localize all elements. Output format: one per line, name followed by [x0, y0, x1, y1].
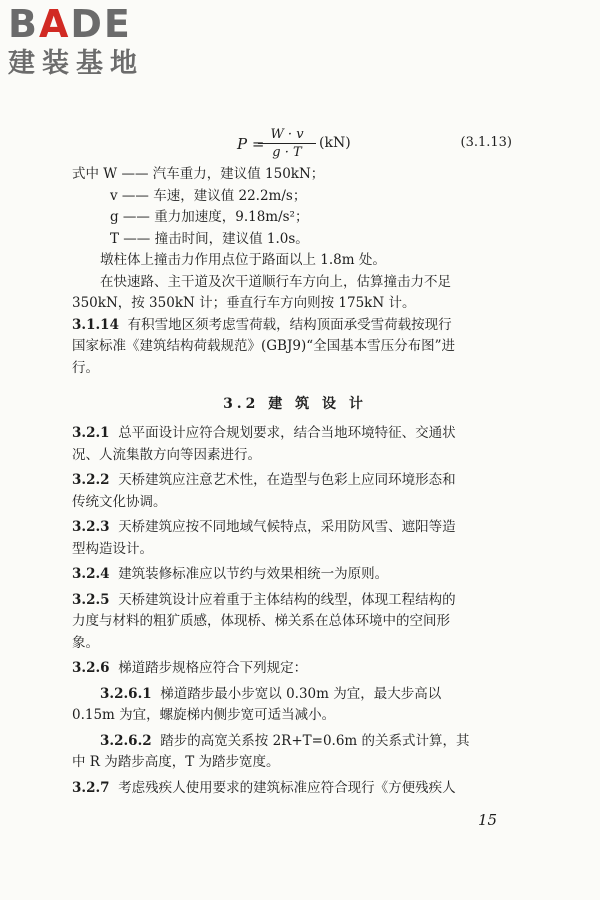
formula-denominator: g · T	[272, 145, 302, 160]
clause-3-1-14-line: 3.1.14 有积雪地区须考虑雪荷载，结构顶面承受雪荷载按现行	[72, 316, 452, 333]
paragraph-line: 在快速路、主干道及次干道顺行车方向上，估算撞击力不足	[100, 273, 451, 290]
paragraph-line: 墩柱体上撞击力作用点位于路面以上 1.8m 处。	[100, 252, 386, 268]
clause-3-1-14-line: 国家标准《建筑结构荷载规范》(GBJ9)“全国基本雪压分布图”进	[72, 338, 456, 354]
formula-3-1-13	[72, 126, 518, 164]
logo-wordmark: BADE	[8, 2, 132, 46]
formula-number: (3.1.13)	[460, 135, 512, 150]
page-body	[72, 126, 518, 799]
clause-number: 3.2.4	[72, 566, 110, 582]
clause-line: 象。	[72, 634, 99, 651]
subclause-number: 3.2.6.1	[100, 685, 152, 702]
clause-number: 3.2.6	[72, 660, 110, 676]
subclause-line: 3.2.6.1 梯道踏步最小步宽以 0.30m 为宜，最大步高以	[100, 685, 442, 702]
section-heading: 3.2 建 筑 设 计	[223, 396, 367, 412]
clause-number: 3.2.5	[72, 591, 110, 608]
page-number: 15	[478, 811, 498, 829]
subclause-line: 中 R 为踏步高度，T 为踏步宽度。	[72, 754, 280, 770]
definition-line: v —— 车速，建议值 22.2m/s；	[110, 187, 307, 204]
subclause-number: 3.2.6.2	[100, 732, 152, 749]
clause-line: 3.2.7 考虑残疾人使用要求的建筑标准应符合现行《方便残疾人	[72, 779, 456, 796]
clause-line: 况、人流集散方向等因素进行。	[72, 446, 261, 463]
formula-fraction	[258, 126, 316, 161]
clause-line: 3.2.3 天桥建筑应按不同地域气候特点，采用防风雪、遮阳等造	[72, 519, 456, 535]
clause-line: 3.2.5 天桥建筑设计应着重于主体结构的线型，体现工程结构的	[72, 591, 456, 608]
definition-line: g —— 重力加速度，9.18m/s²；	[110, 209, 309, 225]
subclause-line: 0.15m 为宜，螺旋梯内侧步宽可适当减小。	[72, 707, 336, 723]
clause-line: 3.2.4 建筑装修标准应以节约与效果相统一为原则。	[72, 566, 389, 582]
clause-line: 3.2.2 天桥建筑应注意艺术性，在造型与色彩上应同环境形态和	[72, 472, 456, 488]
logo	[8, 4, 178, 84]
clause-3-1-14-line: 行。	[72, 359, 99, 376]
logo-subtitle: 建装基地	[8, 48, 144, 79]
definition-line: 式中 W —— 汽车重力，建议值 150kN；	[72, 166, 325, 182]
definition-line: T —— 撞击时间，建议值 1.0s。	[110, 230, 309, 247]
clause-line: 传统文化协调。	[72, 493, 167, 510]
clause-line: 型构造设计。	[72, 540, 153, 557]
logo-accent-letter: A	[38, 2, 71, 46]
formula-numerator: W · v	[258, 126, 316, 144]
clause-number: 3.1.14	[72, 316, 119, 333]
clause-number: 3.2.1	[72, 425, 110, 441]
paragraph-line: 350kN，按 350kN 计；垂直行车方向则按 175kN 计。	[72, 295, 416, 311]
subclause-line: 3.2.6.2 踏步的高宽关系按 2R+T=0.6m 的关系式计算，其	[100, 732, 470, 749]
clause-line: 3.2.1 总平面设计应符合规划要求，结合当地环境特征、交通状	[72, 425, 456, 441]
clause-number: 3.2.3	[72, 519, 110, 535]
clause-line: 3.2.6 梯道踏步规格应符合下列规定：	[72, 660, 308, 676]
clause-number: 3.2.2	[72, 472, 110, 488]
formula-lhs: P =	[237, 135, 265, 153]
clause-line: 力度与材料的粗犷质感，体现桥、梯关系在总体环境中的空间形	[72, 613, 450, 629]
clause-number: 3.2.7	[72, 779, 110, 796]
formula-unit: (kN)	[319, 135, 351, 151]
